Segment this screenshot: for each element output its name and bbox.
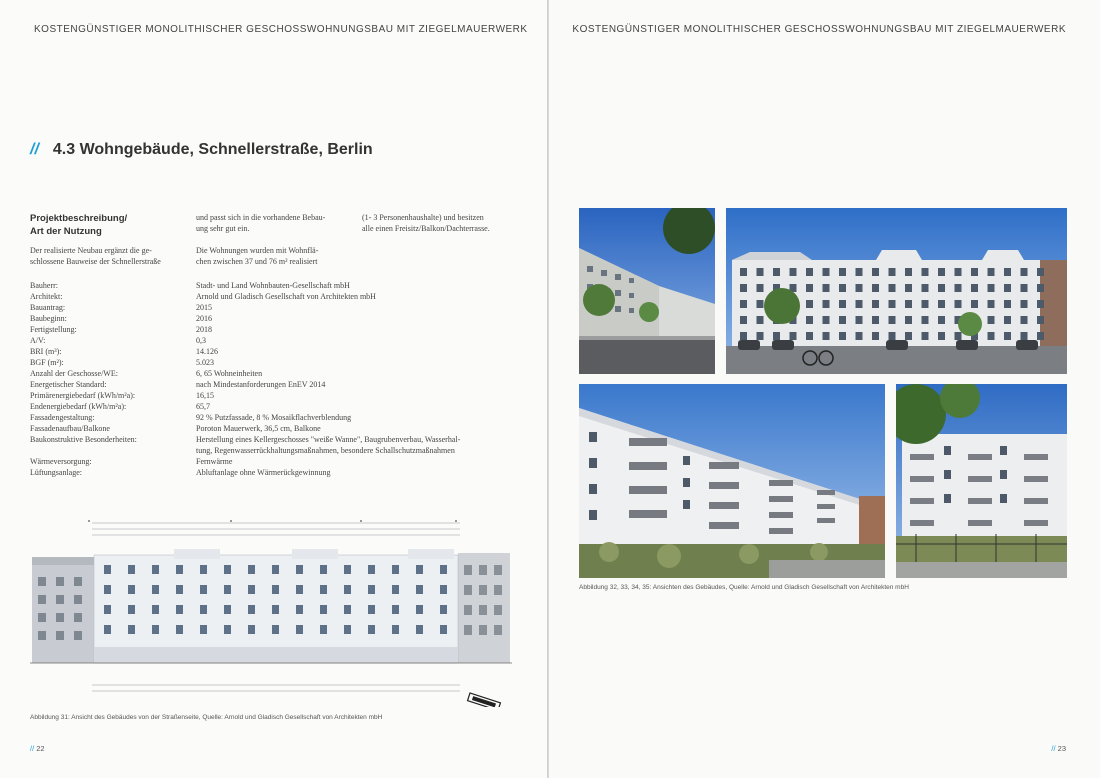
fact-row <box>30 313 520 324</box>
window-mark <box>955 300 962 308</box>
description-heading-line: Art der Nutzung <box>30 226 102 237</box>
window-mark <box>464 625 472 635</box>
window-mark <box>320 605 327 614</box>
window-mark <box>889 316 896 324</box>
window-mark <box>128 565 135 574</box>
window-mark <box>922 284 929 292</box>
fact-row <box>30 302 520 313</box>
window-mark <box>56 595 64 604</box>
window-mark <box>856 316 863 324</box>
section-title-text: 4.3 Wohngebäude, Schnellerstraße, Berlin <box>52 141 373 158</box>
window-mark <box>757 284 764 292</box>
window-mark <box>872 284 879 292</box>
fact-value: 2015 <box>196 303 212 312</box>
page-number-left <box>30 744 45 753</box>
window-mark <box>74 595 82 604</box>
window-mark <box>320 565 327 574</box>
description-col-2 <box>196 212 366 267</box>
photo-courtyard-balconies <box>579 384 885 578</box>
window-mark <box>773 268 780 276</box>
window-mark <box>416 565 423 574</box>
window-mark <box>806 332 813 340</box>
window-mark <box>1037 332 1044 340</box>
fact-label: Primärenergiebedarf (kWh/m²a): <box>30 391 136 400</box>
text-line: und passt sich in die vorhandene Bebau- <box>196 213 326 222</box>
left-page <box>0 0 548 778</box>
window-mark <box>740 332 747 340</box>
page-number-right <box>1051 744 1066 753</box>
page-number-slash: // <box>30 744 35 753</box>
window-mark <box>922 300 929 308</box>
page-number-slash: // <box>1051 744 1056 753</box>
window-mark <box>296 605 303 614</box>
window-mark <box>922 332 929 340</box>
fact-row <box>30 379 520 390</box>
fact-value: Arnold und Gladisch Gesellschaft von Architekten mbH <box>196 292 376 301</box>
window-mark <box>464 605 472 615</box>
fact-row <box>30 456 520 467</box>
window-mark <box>296 585 303 594</box>
window-mark <box>296 625 303 634</box>
window-mark <box>872 268 879 276</box>
window-mark <box>200 565 207 574</box>
window-mark <box>971 268 978 276</box>
window-mark <box>224 605 231 614</box>
window-mark <box>905 268 912 276</box>
fact-value: 16,15 <box>196 391 214 400</box>
window-mark <box>224 625 231 634</box>
window-mark <box>773 332 780 340</box>
fact-label: BRI (m³): <box>30 347 62 356</box>
fact-value: 2018 <box>196 325 212 334</box>
window-mark <box>104 585 111 594</box>
window-mark <box>104 565 111 574</box>
window-mark <box>856 284 863 292</box>
page-number-value: 23 <box>1057 744 1066 753</box>
window-mark <box>368 625 375 634</box>
window-mark <box>1004 316 1011 324</box>
window-mark <box>839 284 846 292</box>
fact-label: Bauantrag: <box>30 303 66 312</box>
window-mark <box>392 605 399 614</box>
window-mark <box>272 585 279 594</box>
fact-value: 92 % Putzfassade, 8 % Mosaikflachverblendung <box>196 413 352 422</box>
fact-label: Baubeginn: <box>30 314 67 323</box>
window-mark <box>905 332 912 340</box>
window-mark <box>494 605 502 615</box>
street-elevation-drawing <box>30 515 512 707</box>
fact-row <box>30 390 520 401</box>
fact-label: Fassadenaufbau/Balkone <box>30 424 110 433</box>
fact-value: 0,3 <box>196 336 206 345</box>
window-mark <box>938 300 945 308</box>
fact-label: Anzahl der Geschosse/WE: <box>30 369 118 378</box>
description-col-3 <box>362 212 532 234</box>
window-mark <box>823 268 830 276</box>
window-mark <box>152 625 159 634</box>
project-facts <box>30 280 520 478</box>
window-mark <box>416 605 423 614</box>
window-mark <box>248 625 255 634</box>
window-mark <box>176 585 183 594</box>
window-mark <box>272 565 279 574</box>
window-mark <box>955 284 962 292</box>
fact-label: Endenergiebedarf (kWh/m²a): <box>30 402 127 411</box>
window-mark <box>479 605 487 615</box>
window-mark <box>757 332 764 340</box>
window-mark <box>856 332 863 340</box>
window-mark <box>905 316 912 324</box>
window-mark <box>1004 300 1011 308</box>
page-number-value: 22 <box>36 744 45 753</box>
running-head-left: KOSTENGÜNSTIGER MONOLITHISCHER GESCHOSSWOHNUNGSBAU MIT ZIEGELMAUERWERK <box>34 24 528 35</box>
window-mark <box>74 613 82 622</box>
section-title <box>30 141 373 159</box>
window-mark <box>938 332 945 340</box>
window-mark <box>200 605 207 614</box>
window-mark <box>823 316 830 324</box>
window-mark <box>38 613 46 622</box>
window-mark <box>856 300 863 308</box>
window-mark <box>955 332 962 340</box>
fact-value: nach Mindestanforderungen EnEV 2014 <box>196 380 326 389</box>
window-mark <box>988 300 995 308</box>
description-heading <box>30 212 190 238</box>
window-mark <box>955 268 962 276</box>
fact-value: 14.126 <box>196 347 218 356</box>
window-mark <box>392 625 399 634</box>
window-mark <box>440 625 447 634</box>
window-mark <box>889 332 896 340</box>
window-mark <box>922 268 929 276</box>
window-mark <box>272 625 279 634</box>
window-mark <box>38 577 46 586</box>
fact-label: Fassadengestaltung: <box>30 413 95 422</box>
fact-row <box>30 445 520 456</box>
window-mark <box>839 332 846 340</box>
window-mark <box>889 284 896 292</box>
fact-value: 65,7 <box>196 402 210 411</box>
fact-label <box>30 445 196 456</box>
window-mark <box>971 284 978 292</box>
fact-label: BGF (m²): <box>30 358 64 367</box>
fact-label: Lüftungsanlage: <box>30 468 82 477</box>
window-mark <box>479 625 487 635</box>
window-mark <box>757 300 764 308</box>
window-mark <box>248 565 255 574</box>
photo-street-perspective <box>579 208 715 374</box>
window-mark <box>152 565 159 574</box>
window-mark <box>1037 268 1044 276</box>
window-mark <box>440 605 447 614</box>
window-mark <box>872 332 879 340</box>
window-mark <box>152 585 159 594</box>
fact-value: Abluftanlage ohne Wärmerückgewinnung <box>196 468 331 477</box>
section-slashes: // <box>30 141 39 158</box>
description-col-1 <box>30 245 190 267</box>
window-mark <box>440 565 447 574</box>
fact-value: Fernwärme <box>196 457 233 466</box>
window-mark <box>224 565 231 574</box>
window-mark <box>938 284 945 292</box>
window-mark <box>392 585 399 594</box>
window-mark <box>128 625 135 634</box>
window-mark <box>416 585 423 594</box>
fact-label: Wärmeversorgung: <box>30 457 92 466</box>
fact-label: Bauherr: <box>30 281 58 290</box>
photo-front-facade <box>726 208 1067 374</box>
window-mark <box>104 625 111 634</box>
figure-caption-left: Abbildung 31: Ansicht des Gebäudes von der Straßenseite, Quelle: Arnold und Gladisch Gesellschaft von Architekten mbH <box>30 714 383 721</box>
window-mark <box>988 284 995 292</box>
fact-row <box>30 423 520 434</box>
window-mark <box>1021 332 1028 340</box>
fact-label: Architekt: <box>30 292 63 301</box>
fact-row <box>30 357 520 368</box>
window-mark <box>1021 268 1028 276</box>
fact-row <box>30 291 520 302</box>
window-mark <box>806 300 813 308</box>
window-mark <box>320 585 327 594</box>
running-head-right: KOSTENGÜNSTIGER MONOLITHISCHER GESCHOSSWOHNUNGSBAU MIT ZIEGELMAUERWERK <box>572 24 1066 35</box>
window-mark <box>56 577 64 586</box>
fact-row <box>30 335 520 346</box>
window-mark <box>416 625 423 634</box>
window-mark <box>905 300 912 308</box>
window-mark <box>479 585 487 595</box>
description-heading-line: Projektbeschreibung/ <box>30 213 128 224</box>
window-mark <box>38 631 46 640</box>
window-mark <box>1037 316 1044 324</box>
window-mark <box>806 284 813 292</box>
text-line: schlossene Bauweise der Schnellerstraße <box>30 257 161 266</box>
text-line: (1- 3 Personenhaushalte) und besitzen <box>362 213 484 222</box>
text-line: Die Wohnungen wurden mit Wohnflä- <box>196 246 319 255</box>
window-mark <box>938 316 945 324</box>
window-mark <box>464 565 472 575</box>
fact-value: Stadt- und Land Wohnbauten-Gesellschaft mbH <box>196 281 350 290</box>
window-mark <box>296 565 303 574</box>
window-mark <box>740 268 747 276</box>
window-mark <box>757 316 764 324</box>
fact-row <box>30 324 520 335</box>
fact-row <box>30 280 520 291</box>
window-mark <box>1004 284 1011 292</box>
window-mark <box>988 268 995 276</box>
fact-row <box>30 467 520 478</box>
window-mark <box>176 605 183 614</box>
right-page <box>549 0 1100 778</box>
window-mark <box>479 565 487 575</box>
window-mark <box>938 268 945 276</box>
window-mark <box>823 284 830 292</box>
window-mark <box>1021 284 1028 292</box>
fact-label: Baukonstruktive Besonderheiten: <box>30 435 137 444</box>
window-mark <box>440 585 447 594</box>
window-mark <box>823 300 830 308</box>
window-mark <box>176 565 183 574</box>
window-mark <box>368 565 375 574</box>
window-mark <box>757 268 764 276</box>
window-mark <box>368 605 375 614</box>
window-mark <box>839 316 846 324</box>
window-mark <box>74 577 82 586</box>
window-mark <box>1004 332 1011 340</box>
window-mark <box>839 268 846 276</box>
window-mark <box>790 268 797 276</box>
fact-label: Energetischer Standard: <box>30 380 107 389</box>
window-mark <box>1004 268 1011 276</box>
window-mark <box>224 585 231 594</box>
window-mark <box>248 585 255 594</box>
fact-row <box>30 401 520 412</box>
window-mark <box>176 625 183 634</box>
window-mark <box>368 585 375 594</box>
window-mark <box>872 300 879 308</box>
window-mark <box>272 605 279 614</box>
fact-label: A/V: <box>30 336 46 345</box>
window-mark <box>988 332 995 340</box>
window-mark <box>200 625 207 634</box>
fact-value: Herstellung eines Kellergeschosses "weiße Wanne", Baugrubenverbau, Wasserhal- <box>196 435 461 444</box>
window-mark <box>128 605 135 614</box>
window-mark <box>248 605 255 614</box>
window-mark <box>152 605 159 614</box>
text-line: ung sehr gut ein. <box>196 224 250 233</box>
window-mark <box>344 625 351 634</box>
window-mark <box>1021 300 1028 308</box>
window-mark <box>889 300 896 308</box>
fact-value: 2016 <box>196 314 212 323</box>
fact-row <box>30 412 520 423</box>
window-mark <box>988 316 995 324</box>
window-mark <box>740 316 747 324</box>
window-mark <box>740 284 747 292</box>
window-mark <box>1037 284 1044 292</box>
window-mark <box>200 585 207 594</box>
window-mark <box>1021 316 1028 324</box>
fact-value: Poroton Mauerwerk, 36,5 cm, Balkone <box>196 424 321 433</box>
window-mark <box>856 268 863 276</box>
window-mark <box>740 300 747 308</box>
fact-row <box>30 368 520 379</box>
window-mark <box>905 284 912 292</box>
window-mark <box>74 631 82 640</box>
window-mark <box>494 565 502 575</box>
window-mark <box>392 565 399 574</box>
text-line: chen zwischen 37 und 76 m² realisiert <box>196 257 318 266</box>
fact-row <box>30 346 520 357</box>
fact-value: 5.023 <box>196 358 214 367</box>
window-mark <box>790 332 797 340</box>
window-mark <box>889 268 896 276</box>
window-mark <box>1037 300 1044 308</box>
window-mark <box>494 625 502 635</box>
window-mark <box>806 316 813 324</box>
window-mark <box>823 332 830 340</box>
fact-value: 6, 65 Wohneinheiten <box>196 369 263 378</box>
window-mark <box>56 613 64 622</box>
window-mark <box>464 585 472 595</box>
window-mark <box>128 585 135 594</box>
fact-value: tung, Regenwasserrückhaltungsmaßnahmen, besondere Schallschutzmaßnahmen <box>196 446 455 455</box>
window-mark <box>922 316 929 324</box>
text-line: alle einen Freisitz/Balkon/Dachterrasse. <box>362 224 490 233</box>
fact-row <box>30 434 520 445</box>
window-mark <box>494 585 502 595</box>
window-mark <box>344 585 351 594</box>
window-mark <box>344 605 351 614</box>
fact-label: Fertigstellung: <box>30 325 77 334</box>
window-mark <box>344 565 351 574</box>
window-mark <box>38 595 46 604</box>
window-mark <box>806 268 813 276</box>
window-mark <box>971 300 978 308</box>
figure-caption-right: Abbildung 32, 33, 34, 35: Ansichten des Gebäudes, Quelle: Arnold und Gladisch Gesellschaft von Architekten mbH <box>579 584 909 591</box>
window-mark <box>872 316 879 324</box>
text-line: Der realisierte Neubau ergänzt die ge- <box>30 246 152 255</box>
photo-rear-facade <box>896 384 1067 578</box>
window-mark <box>320 625 327 634</box>
window-mark <box>56 631 64 640</box>
window-mark <box>839 300 846 308</box>
window-mark <box>104 605 111 614</box>
